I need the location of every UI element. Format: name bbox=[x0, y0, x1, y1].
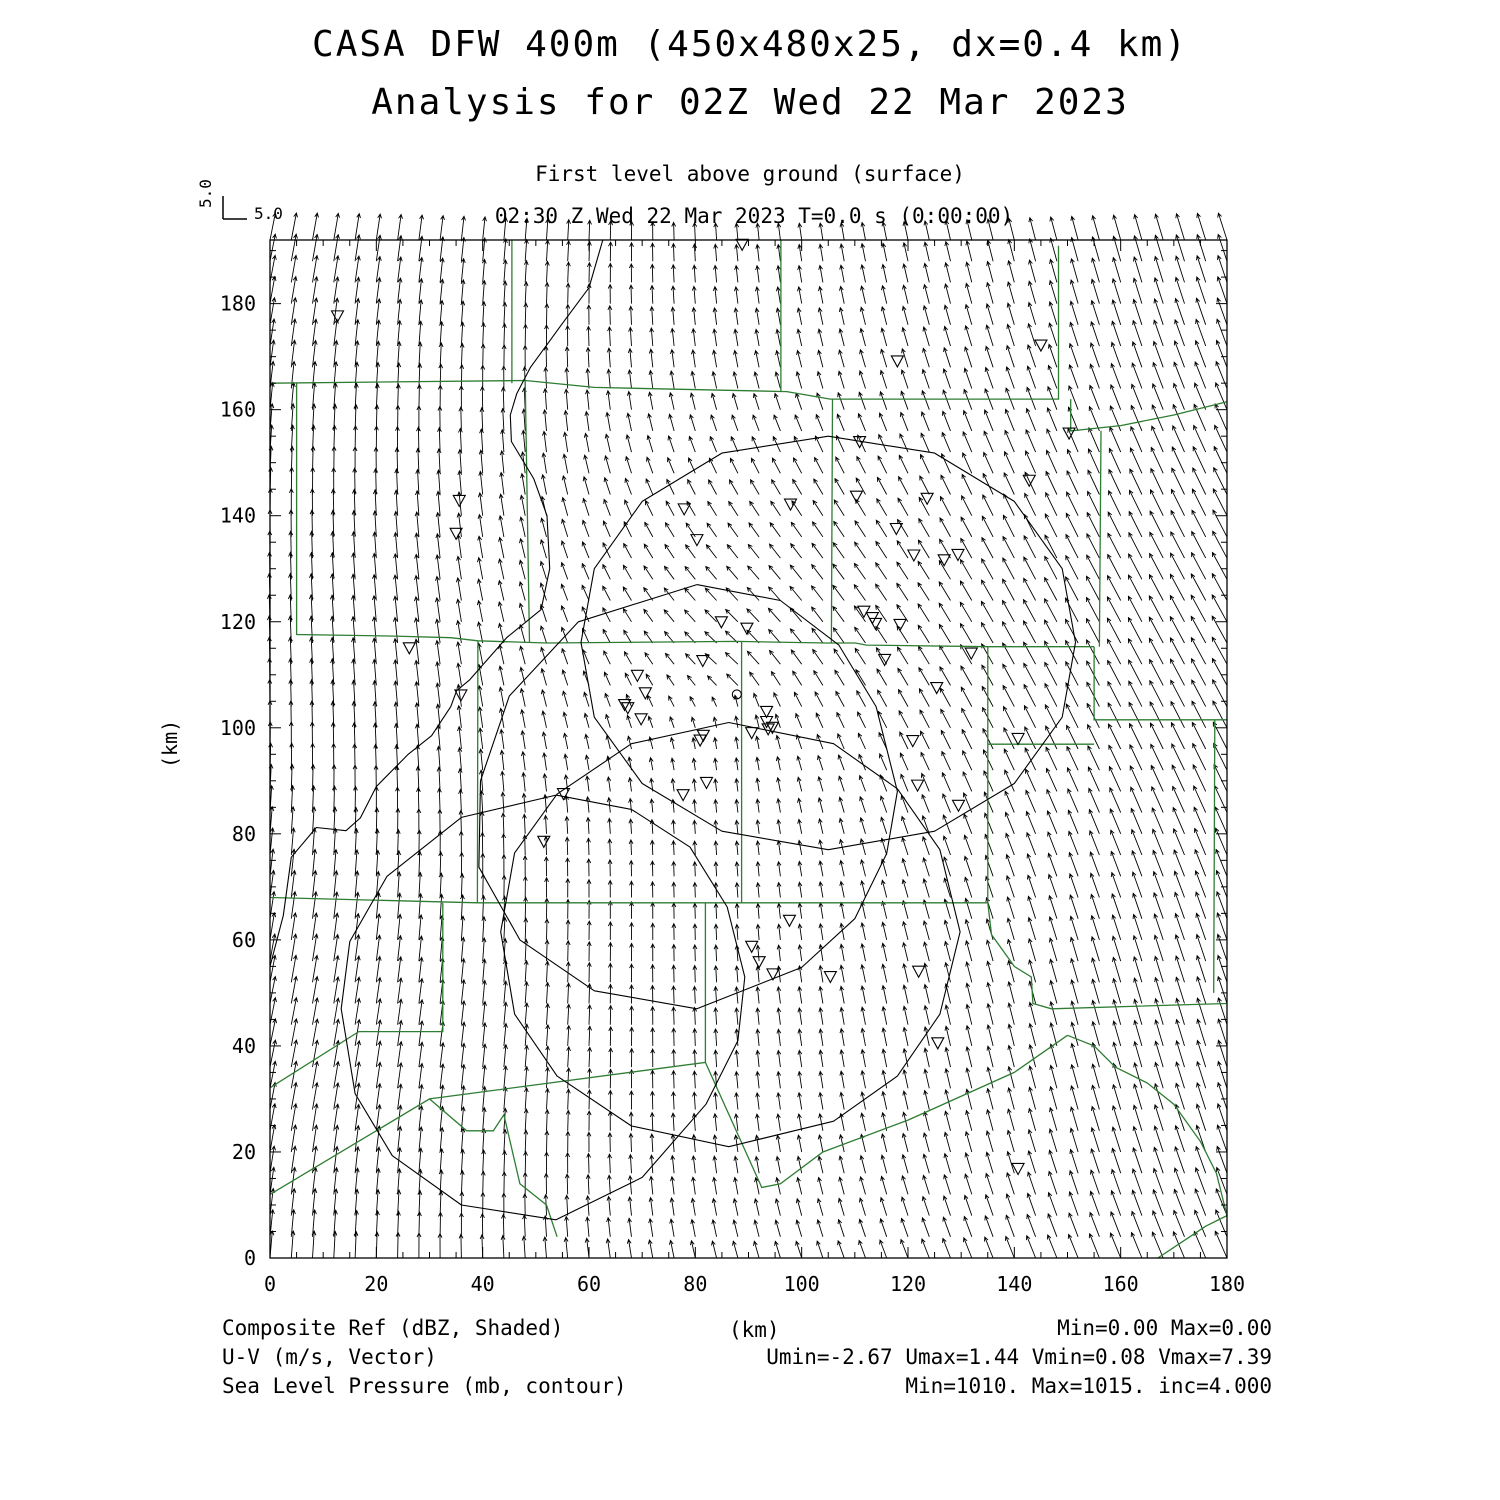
wind-vector-field bbox=[267, 213, 1227, 1258]
triangle-down-icon bbox=[953, 800, 965, 811]
wind-vectors bbox=[267, 213, 1227, 1258]
triangle-down-icon bbox=[746, 941, 758, 952]
plot-border bbox=[270, 240, 1227, 1258]
x-tick-label: 120 bbox=[889, 1272, 927, 1296]
triangle-down-icon bbox=[761, 706, 773, 717]
y-tick-label: 100 bbox=[219, 715, 256, 740]
triangle-down-icon bbox=[879, 654, 891, 665]
field1-name: Composite Ref (dBZ, Shaded) bbox=[222, 1316, 564, 1340]
vector-key-u-label: 5.0 bbox=[254, 204, 283, 223]
x-axis-label: (km) bbox=[729, 1318, 780, 1342]
county-boundary-line bbox=[477, 641, 478, 903]
field1-stats: Min=0.00 Max=0.00 bbox=[1057, 1316, 1272, 1340]
triangle-down-icon bbox=[741, 623, 753, 634]
x-tick-label: 180 bbox=[1208, 1272, 1246, 1296]
y-tick-label: 20 bbox=[231, 1139, 256, 1164]
y-tick-label: 120 bbox=[219, 609, 256, 634]
field2-name: U-V (m/s, Vector) bbox=[222, 1345, 437, 1369]
y-axis-label: (km) bbox=[158, 719, 182, 768]
triangle-down-icon bbox=[677, 790, 689, 801]
radar-site-markers bbox=[332, 239, 1076, 1174]
triangle-down-icon bbox=[715, 617, 727, 628]
triangle-down-icon bbox=[894, 619, 906, 630]
triangle-down-icon bbox=[736, 239, 748, 250]
county-boundary-line bbox=[1094, 647, 1227, 720]
x-tick-label: 140 bbox=[996, 1272, 1033, 1296]
pressure-contour bbox=[341, 795, 745, 1220]
triangle-down-icon bbox=[891, 356, 903, 367]
county-boundary-line bbox=[270, 246, 1059, 399]
triangle-down-icon bbox=[783, 915, 795, 926]
x-tick-label: 160 bbox=[1102, 1272, 1139, 1296]
y-tick-label: 0 bbox=[243, 1246, 256, 1270]
x-tick-label: 40 bbox=[470, 1272, 495, 1296]
county-boundary-line bbox=[525, 381, 529, 644]
triangle-down-icon bbox=[870, 618, 882, 629]
x-tick-label: 60 bbox=[576, 1272, 602, 1296]
field3-name: Sea Level Pressure (mb, contour) bbox=[222, 1374, 627, 1398]
triangle-down-icon bbox=[700, 777, 712, 788]
triangle-down-icon bbox=[921, 493, 933, 504]
triangle-down-icon bbox=[678, 504, 690, 515]
triangle-down-icon bbox=[908, 550, 920, 561]
triangle-down-icon bbox=[635, 714, 647, 725]
x-tick-label: 80 bbox=[683, 1272, 708, 1296]
triangle-down-icon bbox=[932, 1038, 944, 1049]
field3-stats: Min=1010. Max=1015. inc=4.000 bbox=[905, 1374, 1272, 1398]
level-label: First level above ground (surface) bbox=[535, 162, 965, 186]
x-tick-label: 0 bbox=[263, 1272, 277, 1296]
chart-title-line2: Analysis for 02Z Wed 22 Mar 2023 bbox=[371, 82, 1129, 123]
y-tick-label: 160 bbox=[219, 397, 256, 422]
triangle-down-icon bbox=[824, 972, 836, 983]
y-tick-label: 80 bbox=[231, 821, 256, 846]
county-boundary-line bbox=[831, 399, 832, 643]
triangle-down-icon bbox=[1012, 733, 1024, 744]
county-boundaries bbox=[270, 240, 1227, 1258]
vector-key-v-label: 5.0 bbox=[196, 179, 215, 208]
triangle-down-icon bbox=[403, 643, 415, 654]
triangle-down-icon bbox=[907, 736, 919, 747]
x-tick-label: 20 bbox=[364, 1272, 389, 1296]
triangle-down-icon bbox=[1035, 340, 1047, 351]
county-boundary-line bbox=[988, 903, 1227, 1009]
county-boundary-line bbox=[1068, 1035, 1228, 1258]
county-boundary-line bbox=[270, 903, 705, 1195]
county-boundary-line bbox=[430, 1099, 558, 1237]
y-tick-label: 140 bbox=[219, 503, 256, 528]
valid-time-label: 02:30 Z Wed 22 Mar 2023 T=0.0 s (0:00:00) bbox=[494, 204, 1014, 228]
triangle-down-icon bbox=[912, 780, 924, 791]
triangle-down-icon bbox=[952, 549, 964, 560]
y-tick-label: 60 bbox=[231, 927, 256, 952]
triangle-down-icon bbox=[965, 648, 977, 659]
chart-title-line1: CASA DFW 400m (450x480x25, dx=0.4 km) bbox=[312, 24, 1188, 65]
triangle-down-icon bbox=[631, 670, 643, 681]
plot-frame bbox=[270, 240, 1227, 1258]
axis-ticks bbox=[220, 240, 1245, 1296]
triangle-down-icon bbox=[691, 535, 703, 546]
county-boundary-line bbox=[1099, 431, 1101, 647]
triangle-down-icon bbox=[746, 728, 758, 739]
pressure-contour bbox=[270, 240, 603, 966]
triangle-down-icon bbox=[538, 836, 550, 847]
y-tick-label: 180 bbox=[219, 291, 256, 316]
pressure-contour bbox=[501, 723, 960, 1147]
county-boundary-line bbox=[1214, 720, 1215, 993]
triangle-down-icon bbox=[913, 966, 925, 977]
y-tick-label: 40 bbox=[231, 1033, 256, 1058]
x-tick-label: 100 bbox=[783, 1272, 820, 1296]
field2-stats: Umin=-2.67 Umax=1.44 Vmin=0.08 Vmax=7.39 bbox=[766, 1345, 1272, 1369]
